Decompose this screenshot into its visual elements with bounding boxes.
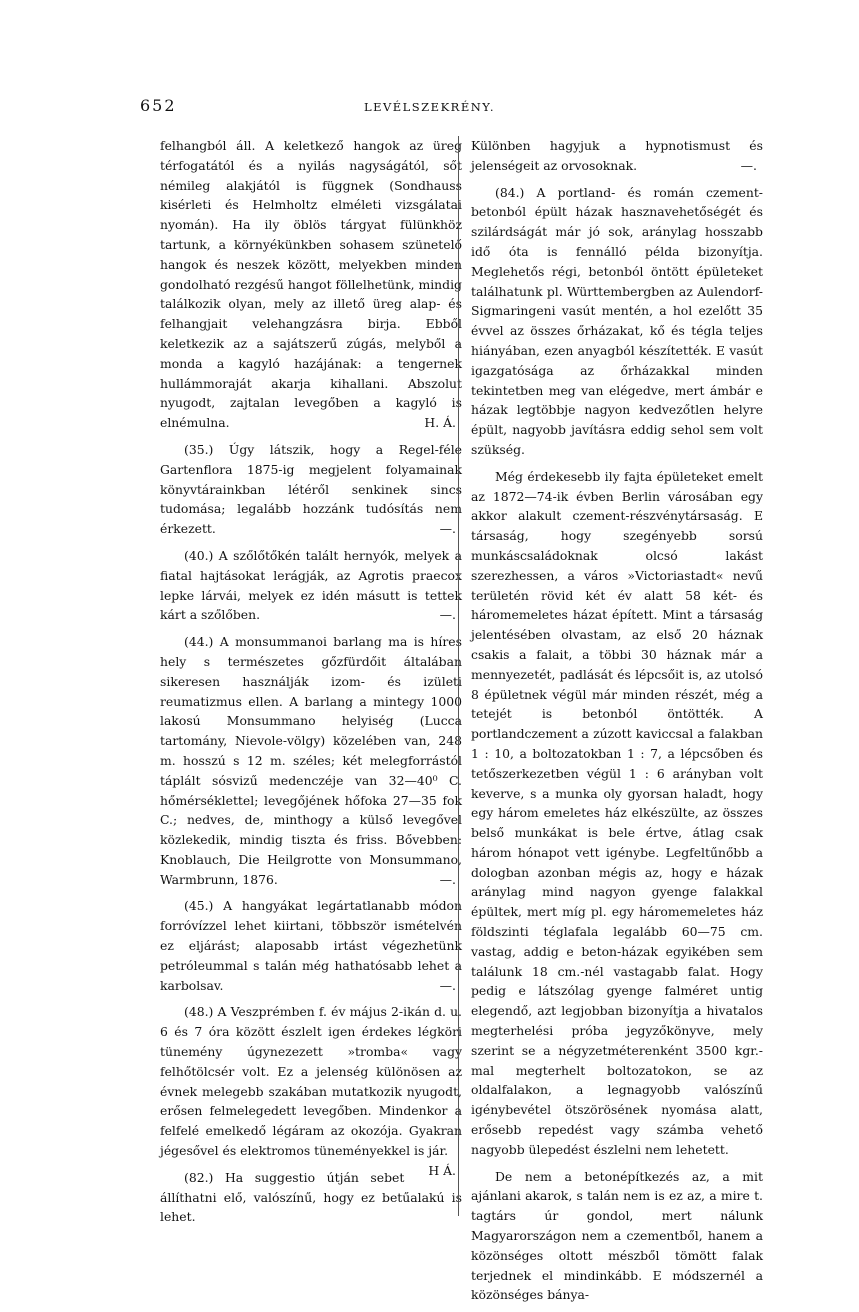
signature: —. bbox=[439, 521, 456, 537]
signature: —. bbox=[740, 157, 757, 173]
paragraph: De nem a betonépítkezés az, a mit ajánlani akarok, s talán nem is ez az, a mire t. tagtárs úr gondol, mert nálunk Magyarországon nem a czementből, hanem a közönséges oltott mészből tömött falak terjednek el mindinkább. E módszernél a közönséges bánya- bbox=[471, 1168, 763, 1303]
paragraph: (82.) Ha suggestio útján sebet állíthatni elő, valószínű, hogy ez betűalakú is lehet. bbox=[160, 1169, 462, 1225]
signature: —. bbox=[439, 871, 456, 887]
column-divider bbox=[458, 136, 459, 1216]
signature: —. bbox=[439, 977, 456, 993]
paragraph: Különben hagyjuk a hypnotismust és jelenségeit az orvosoknak. —. bbox=[471, 136, 763, 176]
paragraph: (35.) Úgy látszik, hogy a Regel-féle Gartenflora 1875-ig megjelent folyamainak könyvtárainkban létéről senkinek sincs tudomása; legalább hozzánk tudósítás nem érkezett. —. bbox=[160, 440, 462, 539]
page-number: 652 bbox=[140, 96, 177, 115]
paragraph: (44.) A monsummanoi barlang ma is híres hely s természetes gőzfürdőit általában sikeresen használják izom- és izületi reumatizmus ellen. A barlang a mintegy 1000 lakosú Monsummano helyiség (Lucca tartomány, Nievole-völgy) közelében van, 248 m. hosszú s 12 m. széles; két melegforrástól táplált sósvizű medenczéje van 32—40⁰ C. hőmérséklettel; levegőjének hőfoka 27—35 fok C.; nedves, de, minthogy a külső levegővel közlekedik, mindig tiszta és friss. Bővebben: Knoblauch, Die Heilgrotte von Monsummano, Warmbrunn, 1876. —. bbox=[160, 632, 462, 889]
signature: H. Á. bbox=[424, 415, 456, 431]
paragraph: (40.) A szőlőtőkén talált hernyók, melyek a fiatal hajtásokat lerágják, az Agrotis praecox lepke lárvái, melyek ez idén másutt is tettek kárt a szőlőben. —. bbox=[160, 546, 462, 625]
running-head: LEVÉLSZEKRÉNY. bbox=[363, 100, 496, 114]
paragraph: (48.) A Veszprémben f. év május 2-ikán d. u. 6 és 7 óra között észlelt igen érdekes légköri tünemény úgynezezett »tromba« vagy felhőtölcsér volt. Ez a jelenség különösen az évnek melegebb szakában mutatkozik nyugodt, erősen felmelegedett levegőben. Mindenkor a felfelé emelkedő légáram az okozója. Gyakran jégesővel és elektromos tüneményekkel is jár. H Á. bbox=[160, 1002, 462, 1160]
right-column bbox=[471, 136, 763, 1312]
paragraph: (84.) A portland- és román czement-betonból épült házak hasznavehetőségét és szilárdságát már jó sok, aránylag hosszabb idő óta is fennálló példa bizonyítja. Meglehetős régi, betonból öntött épületeket találhatunk pl. Württembergben az Aulendorf-Sigmaringeni vasút mentén, a hol ezelőtt 35 évvel az összes őrházakat, kő és tégla teljes hiányában, ezen anyagból készítették. E vasút igazgatósága az őrházakkal minden tekintetben meg van elégedve, mert ámbár e házak legtöbbje nagyon kedvezőtlen helyre épült, nagyobb javításra eddig sehol sem volt szükség. bbox=[471, 184, 763, 457]
paragraph: felhangból áll. A keletkező hangok az üreg térfogatától és a nyilás nagyságától, sőt némileg alakjától is függnek (Sondhauss kisérleti és Helmholtz elméleti vizsgálatai nyomán). Ha ily öblös tárgyat fülünkhöz tartunk, a környékünkben sohasem szünetelő hangok és neszek között, melyekben minden gondolható rezgésű hangot föllelhetünk, mindig találkozik olyan, mely az illető üreg alap- és felhangjait velehangzásra birja. Ebből keletkezik az a sajátszerű zúgás, melyből a monda a kagyló hazájának: a tengernek hullámmoraját akarja kihallani. Abszolut nyugodt, zajtalan levegőben a kagyló is elnémulna. H. Á. bbox=[160, 136, 462, 433]
paragraph: (45.) A hangyákat legártatlanabb módon forróvízzel lehet kiirtani, többször ismételvén ez eljárást; alaposabb irtást végezhetünk petróleummal s talán még hathatósabb lehet a karbolsav. —. bbox=[160, 896, 462, 995]
signature: —. bbox=[439, 607, 456, 623]
signature: H Á. bbox=[428, 1162, 456, 1178]
paragraph: Még érdekesebb ily fajta épületeket emelt az 1872—74-ik évben Berlin városában egy akkor alakult czement-részvénytársaság. E társaság, hogy szegényebb sorsú munkáscsaládoknak olcsó lakást szerezhessen, a város »Victoriastadt« nevű területén rövid két év alatt 58 két- és háromemeletes házat épített. Mint a társaság jelentésében olvastam, az első 20 háznak csakis a falait, a többi 30 háznak már a mennyezetét, padlását és lépcsőit is, az utolsó 8 épületnek végül már minden részét, még a tetejét is betonból öntötték. A portlandczement a zúzott kaviccsal a falakban 1 : 10, a boltozatokban 1 : 7, a lépcsőben és tetőszerkezetben végül 1 : 6 arányban volt keverve, s a munka oly gyorsan haladt, hogy egy három emeletes ház elkészülte, az összes belső munkákat is bele értve, átlag csak három hónapot vett igénybe. Legfeltűnőbb a dologban azonban mégis az, hogy e házak aránylag mind nagyon gyenge falakkal épültek, mert míg pl. egy háromemeletes ház földszinti téglafala legalább 60—75 cm. vastag, addig e beton-házak egyikében sem találunk 18 cm.-nél vastagabb falat. Hogy pedig e látszólag gyenge falméret untig elegendő, azt legjobban bizonyítja a hivatalos megterhelési próba jegyzőkönyve, mely szerint se a négyzetméterenként 3500 kgr.-mal megterhelt boltozatokon, se az oldalfalakon, a legnagyobb valószínű igénybevétel ötszörösének nyomása alatt, erősebb repedést vagy számba vehető nagyobb ülepedést észlelni nem lehetett. bbox=[471, 468, 763, 1157]
left-column bbox=[160, 136, 462, 1234]
